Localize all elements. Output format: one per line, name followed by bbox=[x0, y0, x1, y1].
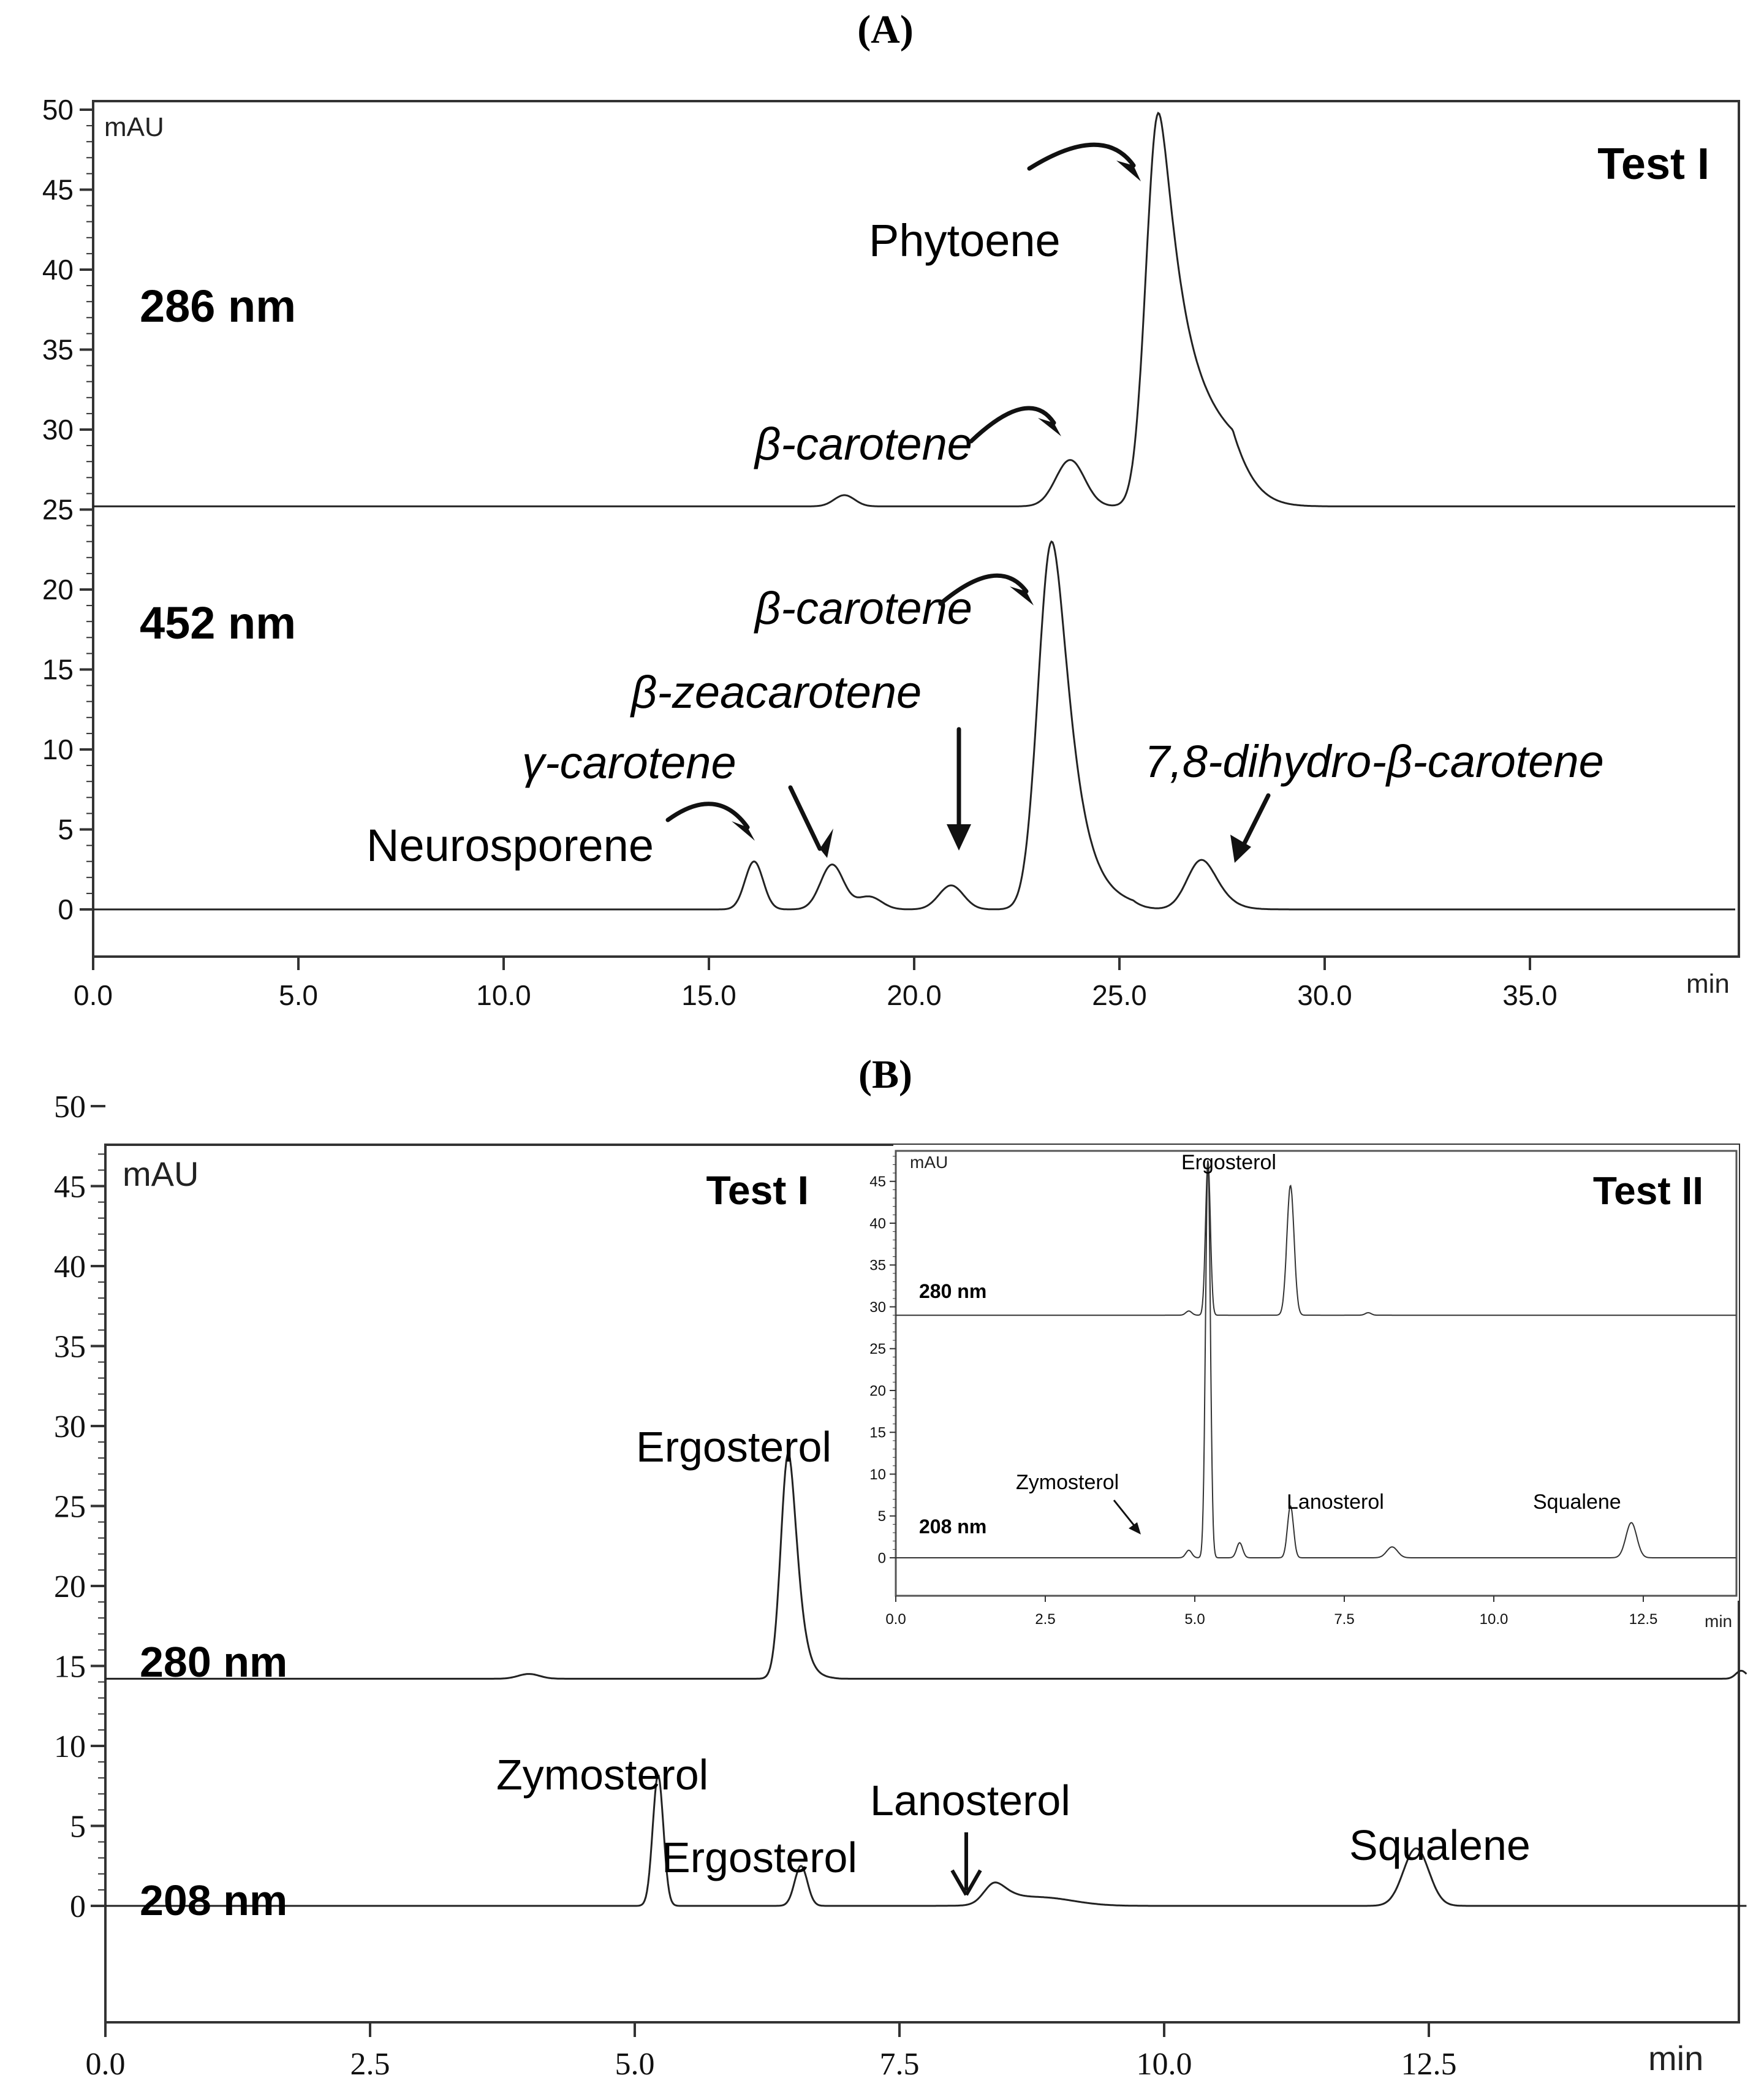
inset-y-unit: mAU bbox=[910, 1153, 948, 1172]
x-tick-label: 30.0 bbox=[1297, 979, 1352, 1011]
peak-label-phytoene: Phytoene bbox=[869, 215, 1061, 266]
peak-label-ergosterol-208: Ergosterol bbox=[662, 1834, 858, 1881]
inset-frame bbox=[893, 1145, 1739, 1601]
panel-a-wavelength-2: 452 nm bbox=[140, 597, 297, 648]
panel-b-test-label: Test I bbox=[706, 1167, 809, 1213]
inset-label-ergosterol: Ergosterol bbox=[1181, 1151, 1276, 1174]
peak-label-beta-zeacarotene: β-zeacarotene bbox=[631, 667, 922, 718]
peak-label-beta-carotene-452: β-carotene bbox=[755, 583, 972, 634]
inset-x-unit: min bbox=[1705, 1612, 1733, 1631]
y-tick-label: 5 bbox=[70, 1809, 86, 1845]
y-tick-label: 45 bbox=[869, 1174, 886, 1191]
peak-label-zymosterol: Zymosterol bbox=[496, 1751, 709, 1799]
panel-a-wavelength-1: 286 nm bbox=[140, 281, 297, 332]
y-tick-label: 40 bbox=[54, 1250, 86, 1285]
peak-label-dihydro-beta-carotene: 7,8-dihydro-β-carotene bbox=[1145, 736, 1604, 787]
x-tick-label: 7.5 bbox=[1334, 1611, 1355, 1628]
x-tick-label: 5.0 bbox=[1184, 1611, 1205, 1628]
panel-a-y-axis bbox=[42, 94, 93, 925]
y-tick-label: 45 bbox=[42, 173, 74, 206]
y-tick-label: 0 bbox=[877, 1550, 886, 1567]
panel-a-label: (A) bbox=[857, 7, 914, 52]
panel-b-x-unit: min bbox=[1648, 2039, 1704, 2077]
x-tick-label: 10.0 bbox=[476, 979, 531, 1011]
panel-a-test-label: Test I bbox=[1597, 140, 1709, 189]
x-tick-label: 0.0 bbox=[885, 1611, 906, 1628]
peak-label-ergosterol-280: Ergosterol bbox=[636, 1423, 832, 1471]
y-tick-label: 25 bbox=[54, 1489, 86, 1525]
y-tick-label: 40 bbox=[869, 1215, 886, 1232]
y-tick-label: 20 bbox=[869, 1383, 886, 1400]
x-tick-label: 12.5 bbox=[1629, 1611, 1658, 1628]
peak-label-squalene: Squalene bbox=[1349, 1821, 1531, 1869]
panel-a-chart bbox=[42, 94, 1739, 1011]
y-tick-label: 25 bbox=[869, 1341, 886, 1358]
y-tick-label: 20 bbox=[42, 574, 74, 606]
y-tick-label: 45 bbox=[54, 1169, 86, 1205]
y-tick-label: 30 bbox=[42, 414, 74, 446]
y-tick-label: 15 bbox=[42, 653, 74, 686]
y-tick-label: 0 bbox=[58, 893, 74, 926]
peak-label-neurosporene: Neurosporene bbox=[366, 820, 654, 871]
x-tick-label: 25.0 bbox=[1092, 979, 1147, 1011]
x-tick-label: 5.0 bbox=[279, 979, 318, 1011]
panel-b-chart bbox=[54, 1090, 1746, 2082]
x-tick-label: 20.0 bbox=[887, 979, 942, 1011]
panel-b-wavelength-2: 208 nm bbox=[140, 1876, 288, 1924]
y-tick-label: 15 bbox=[869, 1424, 886, 1441]
x-tick-label: 0.0 bbox=[85, 2047, 126, 2082]
inset-label-zymosterol: Zymosterol bbox=[1016, 1471, 1119, 1494]
panel-a-x-unit: min bbox=[1686, 969, 1730, 999]
x-tick-label: 5.0 bbox=[615, 2047, 655, 2082]
lanosterol-arrow bbox=[952, 1832, 980, 1895]
y-tick-label: 20 bbox=[54, 1569, 86, 1605]
x-tick-label: 12.5 bbox=[1401, 2047, 1457, 2082]
y-tick-label: 0 bbox=[70, 1889, 86, 1925]
inset-label-squalene: Squalene bbox=[1533, 1490, 1621, 1514]
y-tick-label: 15 bbox=[54, 1649, 86, 1685]
x-tick-label: 7.5 bbox=[879, 2047, 920, 2082]
panel-b-y-axis bbox=[54, 1090, 105, 1924]
x-tick-label: 35.0 bbox=[1502, 979, 1558, 1011]
panel-b-x-axis bbox=[86, 2022, 1457, 2082]
inset-wavelength-1: 280 nm bbox=[919, 1280, 987, 1302]
y-tick-label: 5 bbox=[877, 1508, 886, 1525]
x-tick-label: 10.0 bbox=[1136, 2047, 1192, 2082]
inset-test-label: Test II bbox=[1592, 1169, 1703, 1213]
inset-wavelength-2: 208 nm bbox=[919, 1515, 987, 1538]
x-tick-label: 10.0 bbox=[1479, 1611, 1508, 1628]
x-tick-label: 2.5 bbox=[350, 2047, 390, 2082]
x-tick-label: 2.5 bbox=[1035, 1611, 1056, 1628]
y-tick-label: 50 bbox=[54, 1090, 86, 1125]
y-tick-label: 35 bbox=[54, 1329, 86, 1365]
panel-a-x-axis bbox=[74, 957, 1558, 1011]
panel-b-wavelength-1: 280 nm bbox=[140, 1638, 288, 1686]
y-tick-label: 5 bbox=[58, 813, 74, 846]
y-tick-label: 35 bbox=[869, 1257, 886, 1274]
y-tick-label: 35 bbox=[42, 333, 74, 366]
inset-label-lanosterol: Lanosterol bbox=[1287, 1490, 1384, 1514]
peak-label-beta-carotene-286: β-carotene bbox=[755, 419, 972, 469]
y-tick-label: 10 bbox=[42, 734, 74, 766]
panel-b-y-unit: mAU bbox=[123, 1155, 199, 1193]
x-tick-label: 0.0 bbox=[74, 979, 113, 1011]
peak-label-gamma-carotene: γ-carotene bbox=[522, 737, 736, 788]
y-tick-label: 30 bbox=[869, 1299, 886, 1316]
x-tick-label: 15.0 bbox=[681, 979, 736, 1011]
y-tick-label: 25 bbox=[42, 493, 74, 526]
y-tick-label: 10 bbox=[869, 1466, 886, 1483]
panel-a-y-unit: mAU bbox=[104, 112, 164, 142]
y-tick-label: 40 bbox=[42, 254, 74, 286]
panel-b-inset bbox=[869, 1145, 1739, 1631]
y-tick-label: 30 bbox=[54, 1409, 86, 1445]
inset-y-axis bbox=[869, 1156, 896, 1567]
y-tick-label: 50 bbox=[42, 94, 74, 126]
y-tick-label: 10 bbox=[54, 1729, 86, 1765]
panel-b-label: (B) bbox=[858, 1052, 912, 1097]
peak-label-lanosterol: Lanosterol bbox=[870, 1777, 1070, 1824]
